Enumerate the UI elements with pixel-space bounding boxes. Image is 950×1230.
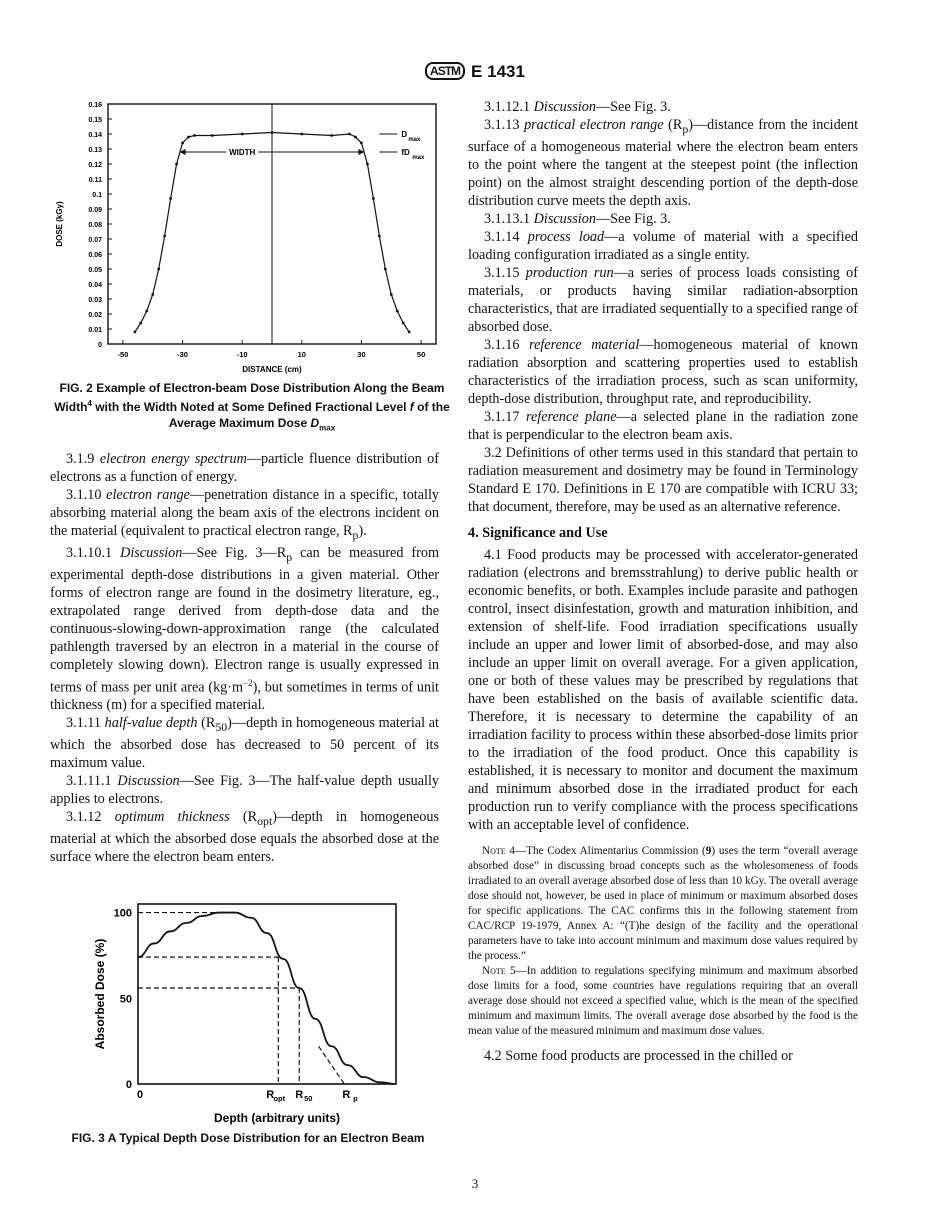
data-point bbox=[151, 293, 154, 296]
data-point bbox=[271, 131, 274, 134]
legend-dmax-sub: max bbox=[408, 137, 421, 143]
y-tick-label: 0 bbox=[125, 1079, 132, 1091]
para-3-2: 3.2 Definitions of other terms used in this standard that pertain to radiation measurement and dosimetry may be found in Terminology Standard E 170. Definitions in E 170 are compatible with ICRU 33; that document, therefore, may be used as an alternative reference. bbox=[468, 444, 858, 515]
data-point bbox=[408, 331, 411, 334]
y-tick-label: 0.01 bbox=[88, 327, 102, 334]
y-tick-label: 0.06 bbox=[88, 252, 102, 259]
x-tick-label: -50 bbox=[117, 350, 129, 359]
page-header bbox=[0, 62, 950, 82]
data-point bbox=[175, 163, 178, 166]
x-tick-label: -10 bbox=[236, 350, 248, 359]
astm-logo-icon: ASTM bbox=[425, 62, 465, 80]
data-point bbox=[163, 235, 166, 238]
y-tick-label: 0.15 bbox=[88, 117, 102, 124]
data-point bbox=[348, 133, 351, 136]
page-number: 3 bbox=[471, 1176, 479, 1191]
marker-r50-label: R bbox=[295, 1089, 304, 1101]
x-tick-label: 50 bbox=[416, 350, 426, 359]
data-point bbox=[390, 293, 393, 296]
data-point bbox=[366, 163, 369, 166]
plot-frame bbox=[138, 904, 396, 1084]
data-point bbox=[360, 142, 363, 145]
para-3-1-9: 3.1.9 electron energy spectrum—particle fluence distribution of electrons as a function of energy. bbox=[50, 451, 439, 485]
data-point bbox=[396, 310, 399, 313]
data-point bbox=[372, 197, 375, 200]
x-tick-label: 30 bbox=[357, 350, 366, 359]
marker-rp-label: R bbox=[342, 1089, 351, 1101]
data-point bbox=[402, 322, 405, 325]
y-axis-label: DOSE (kGy) bbox=[55, 201, 64, 247]
data-point bbox=[378, 235, 381, 238]
legend-fdmax-label: fD bbox=[401, 148, 410, 157]
x-tick-label: 0 bbox=[136, 1089, 144, 1101]
x-axis-label: Depth (arbitrary units) bbox=[213, 1111, 341, 1125]
y-tick-label: 0.05 bbox=[88, 267, 102, 274]
para-3-1-16: 3.1.16 reference material—homogeneous material of known radiation absorption and scattering properties used to establish characteristics of the irradiation process, such as scan uniformity, depth-dose distribution, throughput rate, and reproducibility. bbox=[468, 336, 859, 407]
y-tick-label: 0.02 bbox=[88, 312, 102, 319]
notes-block bbox=[468, 844, 858, 1039]
note-4: Note 4—The Codex Alimentarius Commission (9) uses the term “overall average absorbed dose” in discussing broad concepts such as the wholesomeness of foods irradiated to an overall average absorbed dose of less than 10 kGy. The overall average dose should not, however, be used in place of minimum or maximum absorbed doses for specific applications. The CAC confirms this in the following statement from CAC/RCP 19-1979, Annex A: “(T)he design of the facility and the operational parameters have to take into account minimum and maximum dose values required by the process.” bbox=[468, 844, 858, 962]
para-3-1-10: 3.1.10 electron range—penetration distance in a specific, totally absorbing material along the beam axis of the electrons incident on the material (equivalent to practical electron range, $R_p$). bbox=[50, 487, 440, 542]
data-point bbox=[330, 134, 333, 137]
para-3-1-11: 3.1.11 half-value depth $(R_{50})—depth$ in homogeneous material at which the absorbed dose has decreased to 50 percent of its maximum value. bbox=[50, 715, 439, 772]
data-point bbox=[145, 310, 148, 313]
fig2-dose-distribution-chart bbox=[48, 96, 448, 381]
fig3-caption: FIG. 3 A Typical Depth Dose Distribution for an Electron Beam bbox=[71, 1131, 425, 1145]
y-tick-label: 0.04 bbox=[88, 282, 102, 289]
marker-ropt-label: R bbox=[266, 1089, 275, 1101]
marker-ropt-sub: opt bbox=[273, 1094, 286, 1103]
y-tick-label: 0.07 bbox=[88, 237, 102, 244]
para-3-1-12: 3.1.12 optimum thickness $(R_{opt})—depth$ in homogeneous material at which the absorbed dose equals the absorbed dose at the surface where the electron beam enters. bbox=[50, 809, 440, 866]
note-5: Note 5—In addition to regulations specifying minimum and maximum absorbed dose limits for a food, some countries have regulations requiring that an overall average dose should not exceed a specified value, which is the mean of the specified minimum and maximum limits. The overall average dose absorbed by the food is the mean value of the measured minimum and maximum dose values. bbox=[468, 964, 858, 1037]
legend-dmax-label: D bbox=[401, 130, 408, 139]
designation: E 1431 bbox=[471, 62, 525, 81]
fig3-depth-dose-chart bbox=[80, 892, 420, 1128]
data-point bbox=[384, 268, 387, 271]
y-axis-label: Absorbed Dose (%) bbox=[93, 938, 107, 1050]
para-3-1-12-1: 3.1.12.1 Discussion—See Fig. 3. bbox=[484, 99, 671, 115]
y-tick-label: 0.03 bbox=[88, 297, 102, 304]
y-tick-label: 0.12 bbox=[88, 162, 102, 169]
y-tick-label: 0.1 bbox=[92, 192, 102, 199]
y-tick-label: 0.11 bbox=[88, 177, 102, 184]
data-point bbox=[133, 331, 136, 334]
para-3-1-14: 3.1.14 process load—a volume of material with a specified loading configuration irradiated as a single entity. bbox=[468, 228, 858, 263]
data-point bbox=[300, 133, 303, 136]
para-4-1: 4.1 Food products may be processed with accelerator-generated radiation (electrons and bremsstrahlung) to derive public health or economic benefits, or both. Examples include parasite and pathogen control, insect disinfestation, growth and maturation inhibition, and extension of shelf-life. Food irradiation specifications usually include an upper and lower limit of absorbed-dose, and may also include an upper limit on overall average. For a given application, one or both of these values may be prescribed by regulations that have been established on the basis of available scientific data. Therefore, it is necessary to determine the capability of an irradiation facility to process within these absorbed-dose limits prior to the irradiation of the food product. Once this capability is established, it is necessary to monitor and document the maximum and minimum absorbed dose in the irradiated product for each production run to verify compliance with the process specifications with an acceptable level of confidence. bbox=[468, 546, 858, 833]
y-tick-label: 100 bbox=[113, 907, 132, 920]
marker-rp-sub: p bbox=[353, 1094, 358, 1103]
para-3-1-10-1: 3.1.10.1 Discussion—See Fig. $3—R_p$ can be measured from experimental depth-dose distributions in a given material. Other forms of electron range are found in the dosimetry literature, eg., extrapolated range derived from depth-dose data and the continuous-slowing-down-approximation range (the calculated pathlength traversed by an electron in a material in the course of completely slowing down). Electron range is usually expressed in terms of mass per unit area $(kg\cdot m^{-2})$, but sometimes in terms of unit thickness (m) for a specified material. bbox=[50, 544, 439, 714]
data-point bbox=[211, 134, 214, 137]
para-4-2: 4.2 Some food products are processed in the chilled or bbox=[484, 1047, 793, 1064]
y-tick-label: 0.09 bbox=[88, 207, 102, 214]
y-tick-label: 0.16 bbox=[88, 102, 102, 109]
para-3-1-13: 3.1.13 practical electron range $(R_p)—distance$ from the incident surface of a homogeneous material where the electron beam enters to the point where the tangent at the steepest point (the inflection point) on the almost straight descending portion of the depth-dose distribution curve meets the depth axis. bbox=[468, 117, 859, 209]
data-point bbox=[169, 197, 172, 200]
marker-r50-sub: 50 bbox=[304, 1094, 313, 1103]
data-point bbox=[181, 142, 184, 145]
para-3-1-13-1: 3.1.13.1 Discussion—See Fig. 3. bbox=[484, 210, 671, 227]
tangent-line-rp bbox=[319, 1046, 345, 1084]
y-tick-label: 0.08 bbox=[88, 222, 102, 229]
x-axis-label: DISTANCE (cm) bbox=[242, 365, 302, 374]
section-4-heading: 4. Significance and Use bbox=[468, 524, 608, 541]
data-point bbox=[157, 268, 160, 271]
data-point bbox=[354, 136, 357, 139]
y-tick-label: 0 bbox=[98, 342, 102, 349]
para-3-1-11-1: 3.1.11.1 Discussion—See Fig. 3—The half-value depth usually applies to electrons. bbox=[50, 773, 439, 808]
fig2-caption: FIG. 2 Example of Electron-beam Dose Distribution Along the Beam Width$^4$ with the Width Noted at Some Defined Fractional Level f of the Average Maximum Dose $D_{max}$ bbox=[54, 381, 450, 433]
para-3-1-15: 3.1.15 production run—a series of process loads consisting of materials, or products having similar radiation-absorption characteristics, that are irradiated sequentially to a specified range of absorbed dose. bbox=[468, 264, 858, 335]
data-point bbox=[187, 136, 190, 139]
x-tick-label: 10 bbox=[297, 350, 306, 359]
depth-dose-curve bbox=[138, 913, 396, 1084]
y-tick-label: 0.13 bbox=[88, 147, 102, 154]
data-point bbox=[193, 134, 196, 137]
legend-fdmax-sub: max bbox=[412, 155, 425, 161]
x-tick-label: -30 bbox=[177, 350, 188, 359]
y-tick-label: 50 bbox=[119, 993, 132, 1006]
para-3-1-17: 3.1.17 reference plane—a selected plane in the radiation zone that is perpendicular to the electron beam axis. bbox=[468, 408, 859, 443]
data-point bbox=[139, 322, 142, 325]
left-column bbox=[50, 450, 439, 866]
y-tick-label: 0.14 bbox=[88, 132, 102, 139]
width-label: WIDTH bbox=[229, 148, 256, 157]
right-column bbox=[468, 98, 858, 1065]
data-point bbox=[241, 133, 244, 136]
